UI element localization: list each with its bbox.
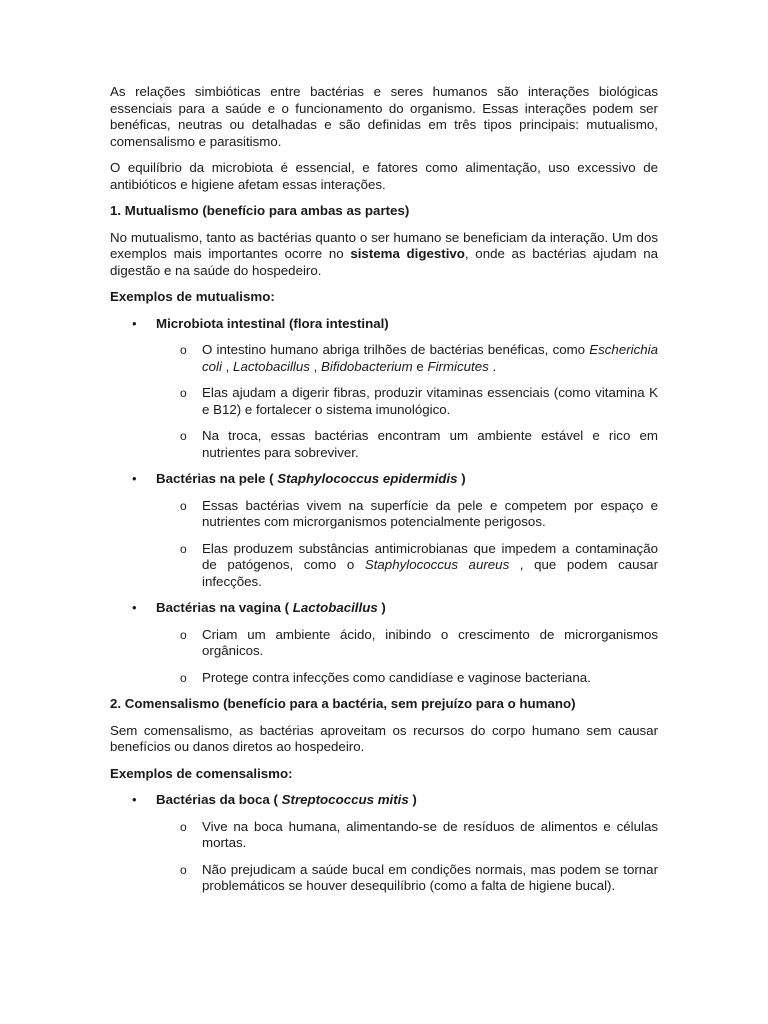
species-name: Lactobacillus xyxy=(233,358,310,374)
mutualism-bold-term: sistema digestivo xyxy=(350,246,465,261)
mutualism-text-before: No mutualismo, tanto as bactérias quanto o ser humano se beneficiam da interação. Um dos exemplos mais importantes ocorre no xyxy=(110,229,658,261)
species-name: Firmicutes xyxy=(427,358,489,374)
sub-list-item: o Elas ajudam a digerir fibras, produzir vitaminas essenciais (como vitamina K e B12) e fortalecer o sistema imunológico. xyxy=(156,385,658,418)
sub-item-text: , que podem causar infecções. xyxy=(202,557,658,589)
sub-list xyxy=(156,342,658,461)
title-text: Bactérias da boca ( xyxy=(156,792,282,807)
sub-list xyxy=(156,498,658,591)
list-item xyxy=(110,792,658,895)
mutualism-examples-heading: Exemplos de mutualismo: xyxy=(110,289,275,304)
list-item xyxy=(110,600,658,686)
commensalism-paragraph: Sem comensalismo, as bactérias aproveitam os recursos do corpo humano sem causar benefícios ou danos diretos ao hospedeiro. xyxy=(110,722,658,754)
list-item-title xyxy=(156,600,658,617)
species-name: Streptococcus mitis xyxy=(281,792,409,807)
sub-list xyxy=(156,819,658,895)
list-item-title xyxy=(156,471,658,488)
mutualism-paragraph xyxy=(110,230,658,280)
intro-paragraph-2: O equilíbrio da microbiota é essencial, e fatores como alimentação, uso excessivo de antibióticos e higiene afetam essas interações. xyxy=(110,160,658,192)
commensalism-examples-heading: Exemplos de comensalismo: xyxy=(110,765,293,781)
sub-list-item: o Criam um ambiente ácido, inibindo o crescimento de microrganismos orgânicos. xyxy=(156,627,658,660)
sub-item-text: Elas produzem substâncias antimicrobianas que impedem a contaminação de patógenos, como o xyxy=(202,540,658,572)
species-name: Lactobacillus xyxy=(292,600,378,615)
sub-list-item: o Essas bactérias vivem na superfície da pele e competem por espaço e nutrientes com microrganismos potencialmente perigosos. xyxy=(156,498,658,531)
species-name: Staphylococcus epidermidis xyxy=(277,471,458,486)
list-item xyxy=(110,471,658,590)
title-text: Bactérias na pele ( xyxy=(156,471,278,486)
sub-list-item: o Protege contra infecções como candidíase e vaginose bacteriana. xyxy=(156,670,658,687)
sub-list-item xyxy=(156,541,658,591)
title-text: Bactérias na vagina ( xyxy=(156,600,293,615)
list-item xyxy=(110,316,658,462)
commensalism-heading: 2. Comensalismo (benefício para a bactéria, sem prejuízo para o humano) xyxy=(110,696,576,711)
species-name: Staphylococcus aureus xyxy=(364,557,510,572)
intro-paragraph-1: As relações simbióticas entre bactérias e seres humanos são interações biológicas essenciais para a saúde e o funcionamento do organismo. Essas interações podem ser benéficas, neutras ou detalhadas e são definidas em três tipos principais: mutualismo, comensalismo e parasitismo. xyxy=(110,84,658,149)
separator: . xyxy=(488,358,497,374)
sub-list-item xyxy=(156,342,658,375)
sub-item-text: O intestino humano abriga trilhões de bactérias benéficas, como xyxy=(202,342,590,357)
separator: , xyxy=(221,358,234,374)
mutualism-heading: 1. Mutualismo (benefício para ambas as partes) xyxy=(110,203,410,218)
separator: e xyxy=(412,358,428,374)
list-item-title: • Microbiota intestinal (flora intestinal) xyxy=(156,315,389,331)
species-name: Escherichia coli xyxy=(202,342,658,374)
list-item-title xyxy=(156,792,658,809)
species-name: Bifidobacterium xyxy=(321,358,413,374)
sub-list-item: o Na troca, essas bactérias encontram um ambiente estável e rico em nutrientes para sobreviver. xyxy=(156,428,658,461)
sub-list-item: o Não prejudicam a saúde bucal em condições normais, mas podem se tornar problemáticos se houver desequilíbrio (como a falta de higiene bucal). xyxy=(156,862,658,895)
mutualism-examples-list xyxy=(110,316,658,687)
mutualism-text-after: , onde as bactérias ajudam na digestão e na saúde do hospedeiro. xyxy=(110,246,658,278)
sub-list-item: o Vive na boca humana, alimentando-se de resíduos de alimentos e células mortas. xyxy=(156,819,658,852)
separator: , xyxy=(309,358,322,374)
commensalism-examples-list xyxy=(110,792,658,895)
title-text: ) xyxy=(457,471,466,486)
title-text: ) xyxy=(377,600,386,615)
title-text: ) xyxy=(408,792,417,807)
sub-list xyxy=(156,627,658,687)
